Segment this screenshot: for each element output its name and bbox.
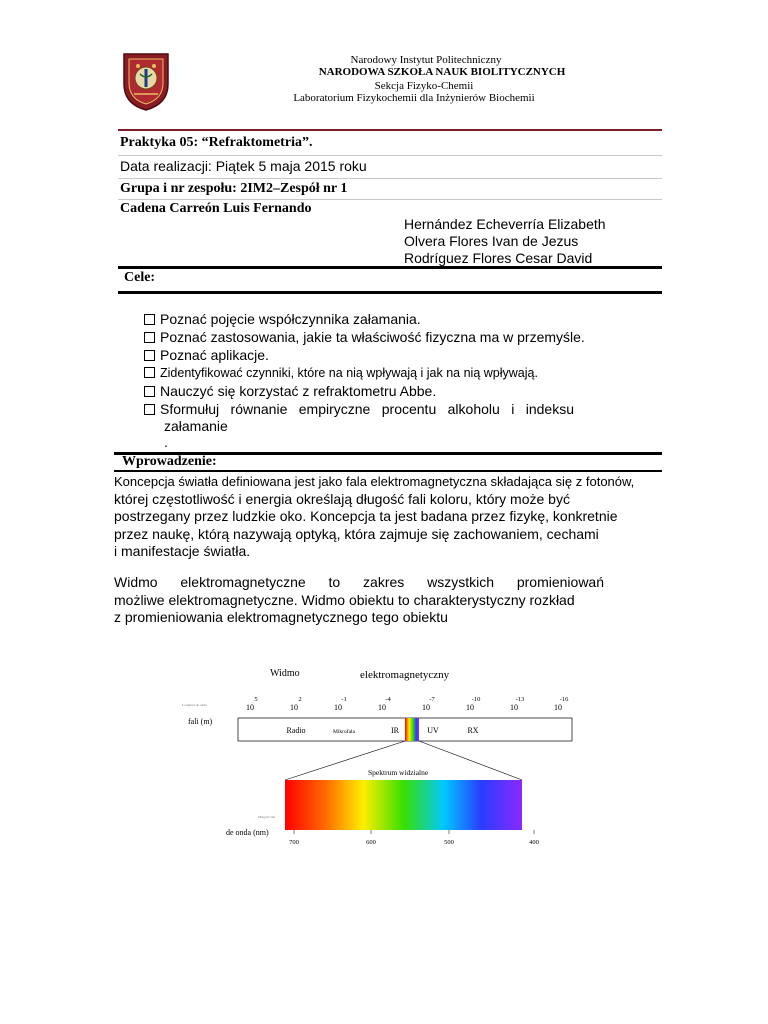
goals-heading: Cele: (124, 270, 156, 285)
rule-thick (118, 266, 662, 269)
wavelength-bases (246, 703, 562, 712)
wavelength-exponents (254, 696, 569, 703)
checkbox-icon (144, 386, 155, 397)
intro-heading: Wprowadzenie: (122, 454, 217, 469)
zoom-line-right (419, 741, 522, 780)
band-label: Radio (286, 726, 306, 735)
visible-band-swatch (405, 718, 419, 741)
rule-thick (114, 470, 662, 472)
wavelength-exponent: -16 (559, 696, 569, 703)
band-label: RX (467, 726, 479, 735)
nm-ticks (289, 830, 539, 846)
team-member-3: Olvera Flores Ivan de Jezus (404, 233, 579, 249)
axis-label-small-bottom: Długość fali (258, 815, 276, 819)
axis-label-small-top: Longitud de onda (182, 703, 207, 707)
nm-tick-label: 600 (366, 839, 376, 846)
goal-item: Nauczyć się korzystać z refraktometru Abbe. (144, 383, 436, 400)
wavelength-base: 10 (246, 703, 254, 712)
wavelength-base: 10 (422, 703, 430, 712)
goal-item: Poznać pojęcie współczynnika załamania. (144, 311, 421, 328)
wavelength-base: 10 (290, 703, 298, 712)
rule (118, 199, 662, 200)
intro-paragraph-1: Koncepcja światła definiowana jest jako fala elektromagnetyczna składająca się z fotonów, której częstotliwość i energia określają długość fali koloru, który może być postrzegany przez ludzkie oko. Koncepcja ta jest badana przez fizykę, konkretnie przez naukę, którą nazywają optyką, która zajmuje się zachowaniem, cechami i manifestacje światła. (114, 474, 635, 559)
practice-title: Praktyka 05: “Refraktometria”. (120, 135, 313, 150)
wavelength-exponent: -7 (429, 696, 435, 703)
electromagnetic-spectrum-figure (178, 660, 578, 850)
wavelength-exponent: -13 (515, 696, 525, 703)
team-member-4: Rodríguez Flores Cesar David (404, 250, 593, 266)
axis-label-top: fali (m) (188, 717, 213, 726)
checkbox-icon (144, 332, 155, 343)
wavelength-base: 10 (510, 703, 518, 712)
nm-tick-label: 500 (444, 839, 454, 846)
band-label: UV (427, 726, 439, 735)
visible-spectrum-label: Spektrum widzialne (368, 768, 429, 777)
goal-item: Sformułuj równanie empiryczne procentu alkoholu i indeksu (144, 401, 574, 418)
rule-top (118, 129, 662, 131)
header-institute: Narodowy Instytut Politechniczny (350, 54, 502, 66)
rule (118, 178, 662, 179)
intro-paragraph-2: Widmo elektromagnetyczne to zakres wszystkich promieniowań możliwe elektromagnetyczne. Widmo obiektu to charakterystyczny rozkład z promieniowania elektromagnetycznego tego obiektu (114, 574, 604, 625)
team-member-1: Cadena Carreón Luis Fernando (120, 201, 312, 216)
team-member-2: Hernández Echeverría Elizabeth (404, 216, 606, 232)
goal-continuation: załamanie (164, 418, 228, 434)
axis-label-bottom: de onda (nm) (226, 828, 269, 837)
wavelength-base: 10 (334, 703, 342, 712)
figure-title-left: Widmo (270, 668, 300, 679)
goal-item: Poznać zastosowania, jakie ta właściwość fizyczna ma w przemyśle. (144, 329, 585, 346)
rule (118, 155, 662, 156)
date-field: Data realizacji: Piątek 5 maja 2015 roku (120, 158, 367, 174)
checkbox-icon (144, 314, 155, 325)
wavelength-base: 10 (554, 703, 562, 712)
header-laboratory: Laboratorium Fizykochemii dla Inżynierów Biochemii (293, 92, 535, 104)
nm-tick-label: 700 (289, 839, 299, 846)
wavelength-exponent: -4 (385, 696, 391, 703)
wavelength-exponent: 5 (254, 696, 258, 703)
group-field: Grupa i nr zespołu: 2IM2–Zespół nr 1 (120, 181, 348, 196)
checkbox-icon (144, 350, 155, 361)
band-label: IR (391, 726, 399, 735)
checkbox-icon (144, 404, 155, 415)
nm-tick-label: 400 (529, 839, 539, 846)
checkbox-icon (144, 367, 155, 378)
rule-thick (118, 291, 662, 294)
wavelength-exponent: -10 (471, 696, 481, 703)
wavelength-base: 10 (378, 703, 386, 712)
header-school: NARODOWA SZKOŁA NAUK BIOLITYCZNYCH (318, 66, 566, 78)
band-label: Mikrofala (333, 729, 355, 735)
header-section: Sekcja Fizyko-Chemii (374, 80, 474, 92)
wavelength-exponent: 2 (298, 696, 302, 703)
goal-item: Zidentyfikować czynniki, które na nią wpływają i jak na nią wpływają. (144, 365, 538, 382)
wavelength-exponent: -1 (341, 696, 347, 703)
goal-continuation: . (164, 434, 168, 450)
figure-title-right: elektromagnetyczny (360, 669, 450, 681)
wavelength-base: 10 (466, 703, 474, 712)
visible-spectrum-gradient (285, 780, 522, 830)
goal-item: Poznać aplikacje. (144, 347, 269, 364)
